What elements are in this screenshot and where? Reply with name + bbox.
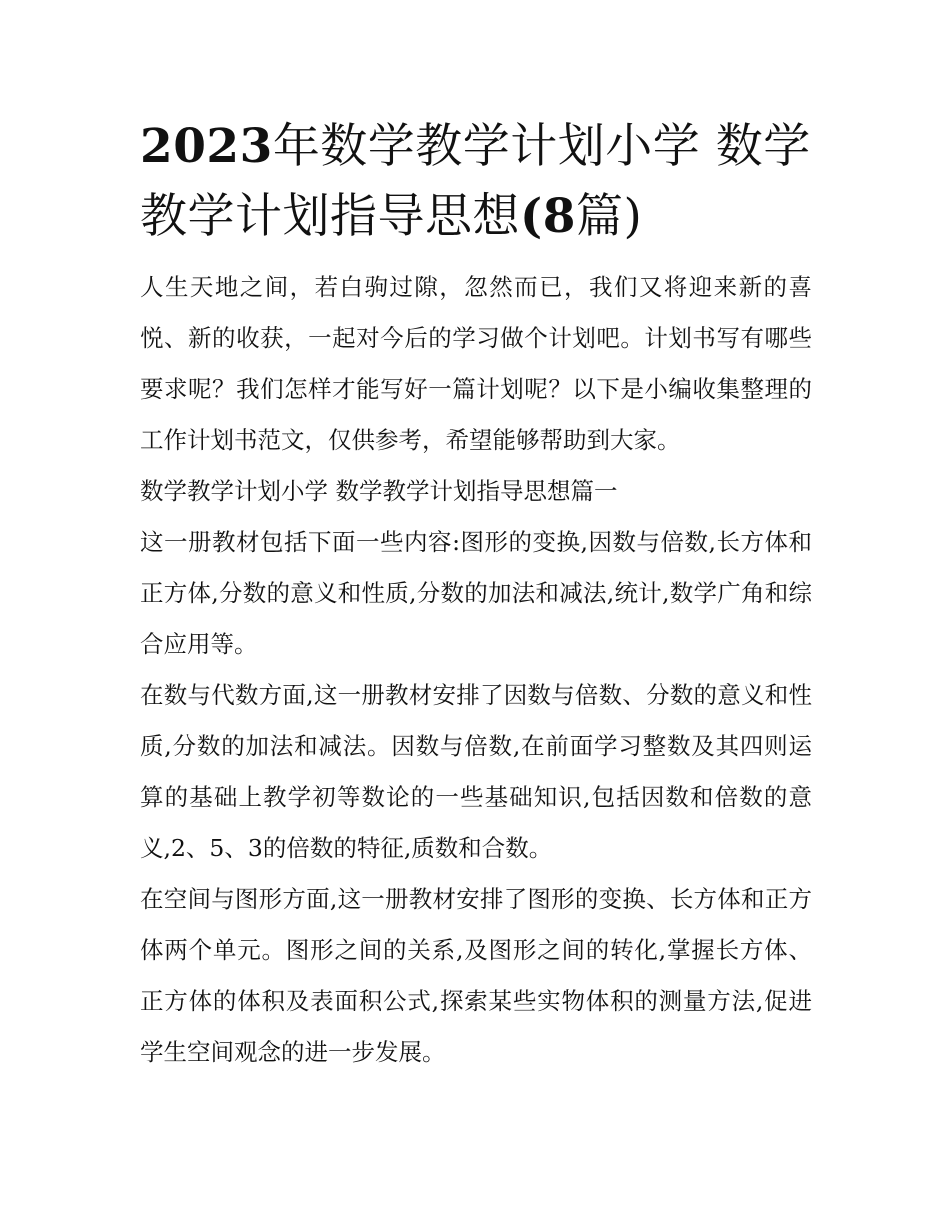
document-page [140,112,812,1078]
body-paragraph-numbers-algebra: 在数与代数方面,这一册教材安排了因数与倍数、分数的意义和性质,分数的加法和减法。因数与倍数,在前面学习整数及其四则运算的基础上教学初等数论的一些基础知识,包括因数和倍数的意义,2、5、3的倍数的特征,质数和合数。 [140,681,812,862]
title-tail: 篇) [575,189,643,244]
title-year: 2023 [140,119,273,174]
title-paren-open: ( [520,189,543,244]
document-title [140,112,812,252]
section-heading: 数学教学计划小学 数学教学计划指导思想篇一 [140,477,618,505]
title-text: 年数学教学计划小学 数学教学计划指导思想 [140,119,811,244]
intro-paragraph: 人生天地之间，若白驹过隙，忽然而已，我们又将迎来新的喜悦、新的收获，一起对今后的学习做个计划吧。计划书写有哪些要求呢？我们怎样才能写好一篇计划呢？以下是小编收集整理的工作计划书范文，仅供参考，希望能够帮助到大家。 [140,273,812,454]
body-paragraph-contents: 这一册教材包括下面一些内容:图形的变换,因数与倍数,长方体和正方体,分数的意义和性质,分数的加法和减法,统计,数学广角和综合应用等。 [140,528,812,658]
body-paragraph-space-geometry: 在空间与图形方面,这一册教材安排了图形的变换、长方体和正方体两个单元。图形之间的关系,及图形之间的转化,掌握长方体、正方体的体积及表面积公式,探索某些实物体积的测量方法,促进学生空间观念的进一步发展。 [140,885,812,1066]
title-count: 8 [542,189,576,244]
